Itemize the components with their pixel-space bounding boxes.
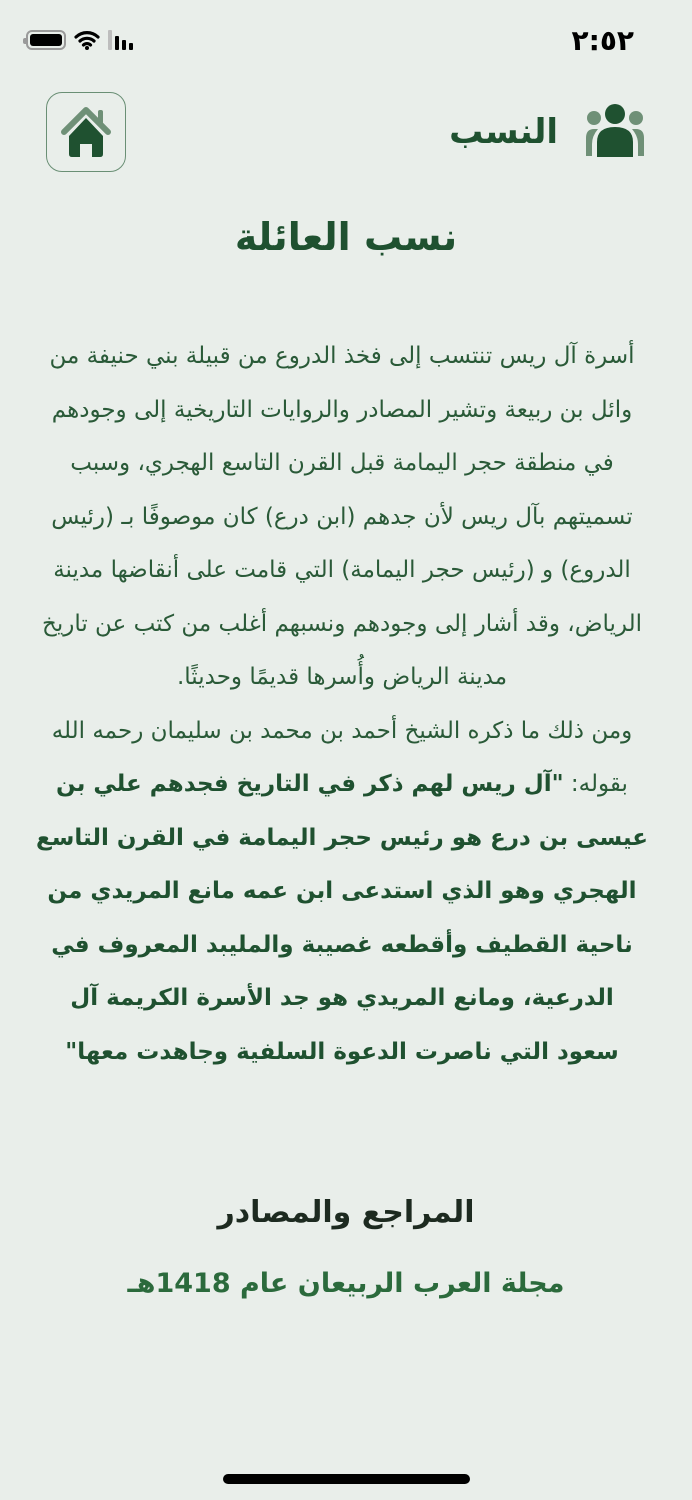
home-indicator[interactable] [223, 1474, 470, 1484]
status-time: ٢:٥٢ [571, 24, 634, 57]
battery-icon [26, 30, 66, 50]
home-icon [58, 104, 114, 160]
header-title-group [449, 104, 646, 160]
lineage-body-text [36, 330, 648, 1079]
page-title: نسب العائلة [234, 215, 458, 259]
references-title: المراجع والمصادر [217, 1195, 475, 1230]
header-title: النسب [449, 112, 558, 152]
home-button[interactable] [46, 92, 126, 172]
paragraph-quote: "آل ريس لهم ذكر في التاريخ فجدهم علي بن عيسى بن درع هو رئيس حجر اليمامة في القرن التاسع الهجري وهو الذي استدعى ابن عمه مانع المريدي من ناحية القطيف وأقطعه غصيبة والمليبد المعروف في الدرعية، ومانع المريدي هو جد الأسرة الكريمة آل سعود التي ناصرت الدعوة السلفية وجاهدت معها" [36, 771, 648, 1065]
paragraph-intro: أسرة آل ريس تنتسب إلى فخذ الدروع من قبيلة بني حنيفة من وائل بن ربيعة وتشير المصادر والروايات التاريخية إلى وجودهم في منطقة حجر اليمامة قبل القرن التاسع الهجري، وسبب تسميتهم بآل ريس لأن جدهم (ابن درع) كان موصوفًا بـ (رئيس الدروع) و (رئيس حجر اليمامة) التي قامت على أنقاضها مدينة الرياض، وقد أشار إلى وجودهم ونسبهم أغلب من كتب عن تاريخ مدينة الرياض وأُسرها قديمًا وحديثًا. [41, 343, 643, 690]
wifi-icon [74, 30, 100, 50]
family-group-icon [584, 104, 646, 160]
paragraph-quote-intro: ومن ذلك ما ذكره الشيخ أحمد بن محمد بن سليمان رحمه الله بقوله: [51, 717, 633, 797]
reference-item: مجلة العرب الربيعان عام 1418هـ [127, 1268, 565, 1299]
app-header [0, 92, 692, 174]
status-icons [26, 30, 133, 50]
status-bar [0, 0, 692, 80]
cellular-signal-icon [108, 30, 133, 50]
